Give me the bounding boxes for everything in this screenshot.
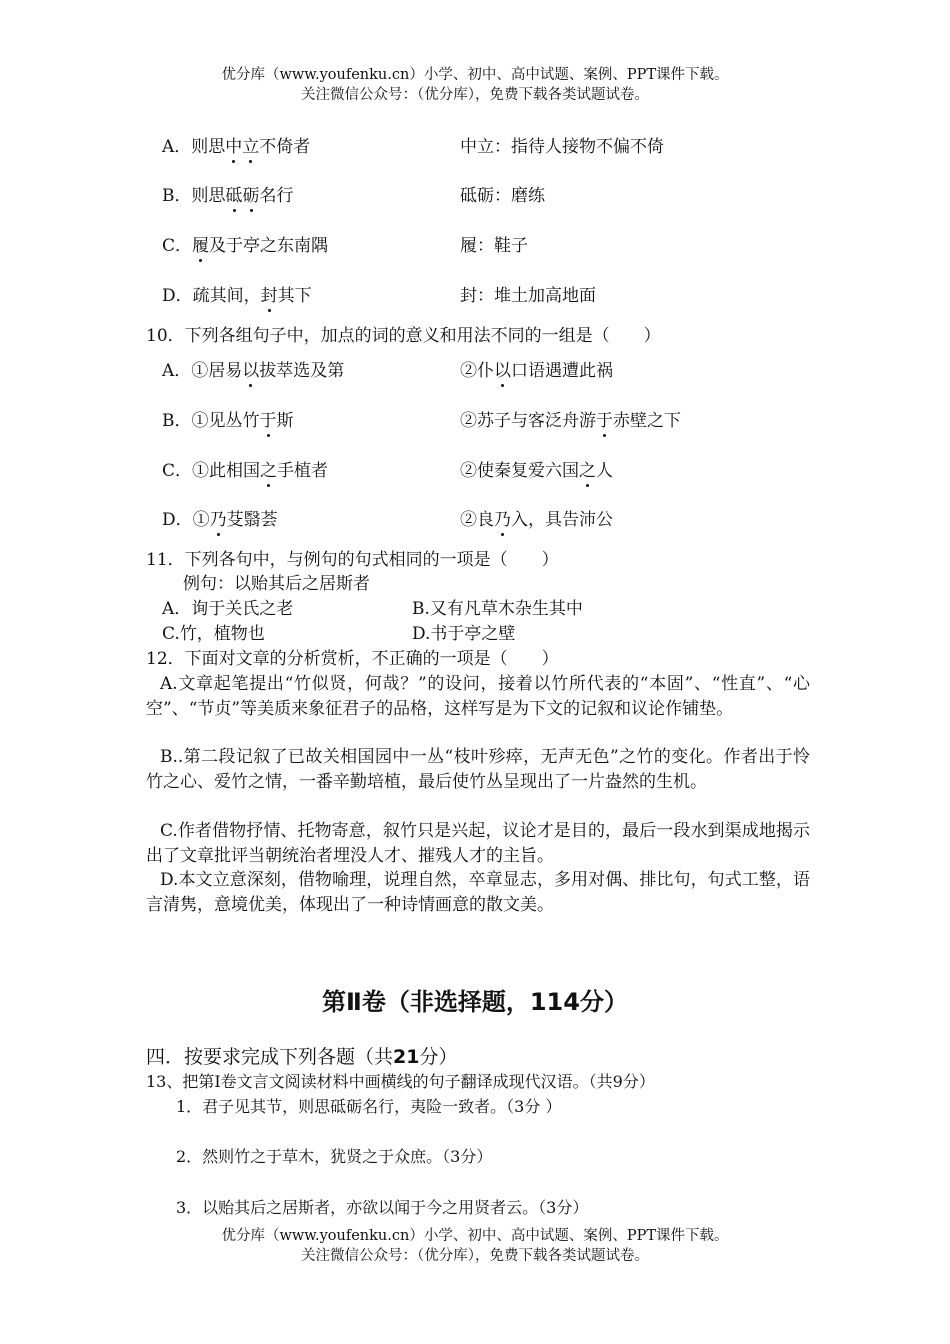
- q12-option-c: C.作者借物抒情、托物寄意，叙竹只是兴起，议论才是目的，最后一段水到渠成地揭示出了文章批评当朝统治者埋没人才、摧残人才的主旨。: [146, 821, 810, 866]
- q9-gloss-b: 砥砺：磨练: [460, 186, 545, 206]
- emphasis-char: 立: [242, 137, 260, 157]
- q11-option-c: C.竹，植物也: [162, 624, 265, 644]
- q11-option-a: A．询于关氏之老: [162, 599, 294, 619]
- q13-item-3: 3．以贻其后之居斯者，亦欲以闻于今之用贤者云。（3分）: [176, 1198, 589, 1217]
- q12-option-b: B..第二段记叙了已故关相国园中一丛“枝叶殄瘁，无声无色”之竹的变化。作者出于怜竹之心、爱竹之情，一番辛勤培植，最后使竹丛呈现出了一片盎然的生机。: [146, 747, 810, 792]
- q11-option-b: B.又有凡草木杂生其中: [412, 599, 583, 619]
- q11-stem: 11．下列各句中，与例句的句式相同的一项是（ ）: [146, 550, 559, 570]
- q10-option-c-right: ②使秦复爱六国之人: [460, 461, 613, 481]
- emphasis-char: 于: [596, 411, 613, 431]
- q9-gloss-d: 封：堆土加高地面: [460, 286, 596, 306]
- emphasis-char: 以: [494, 361, 511, 381]
- emphasis-char: 于: [259, 411, 277, 431]
- emphasis-char: 之: [260, 461, 278, 481]
- q10-option-b-left: B．①见丛竹于斯: [162, 411, 294, 431]
- emphasis-char: 之: [579, 461, 596, 481]
- q9-gloss-a: 中立：指待人接物不偏不倚: [460, 137, 664, 157]
- section-four-heading: 四．按要求完成下列各题（共21分）: [146, 1046, 458, 1068]
- q9-option-b: B．则思砥砺名行: [162, 186, 294, 206]
- q13-stem: 13、把第Ⅰ卷文言文阅读材料中画横线的句子翻译成现代汉语。（共9分）: [146, 1072, 655, 1091]
- footer-line-2: 关注微信公众号：（优分库），免费下载各类试题试卷。: [301, 1248, 649, 1264]
- q10-option-d-right: ②良乃入，具告沛公: [460, 510, 613, 530]
- header-line-2: 关注微信公众号：（优分库），免费下载各类试题试卷。: [301, 87, 649, 103]
- q10-stem: 10．下列各组句子中，加点的词的意义和用法不同的一组是（ ）: [146, 326, 661, 346]
- emphasis-char: 乃: [209, 510, 227, 530]
- footer-line-1: 优分库（www.youfenku.cn）小学、初中、高中试题、案例、PPT课件下载。: [221, 1228, 729, 1244]
- q9-option-d: D．疏其间，封其下: [162, 286, 312, 306]
- q13-item-2: 2．然则竹之于草木，犹贤之于众庶。（3分）: [176, 1147, 493, 1166]
- q12-option-d: D.本文立意深刻，借物喻理，说理自然，卒章显志，多用对偶、排比句，句式工整，语言清隽，意境优美，体现出了一种诗情画意的散文美。: [146, 870, 810, 915]
- q13-item-1: 1．君子见其节，则思砥砺名行，夷险一致者。（3分 ）: [176, 1097, 562, 1116]
- q10-option-a-left: A．①居易以拔萃选及第: [162, 361, 345, 381]
- q10-option-c-left: C．①此相国之手植者: [162, 461, 329, 481]
- q12-stem: 12．下面对文章的分析赏析，不正确的一项是（ ）: [146, 649, 559, 669]
- emphasis-char: 履: [192, 236, 210, 256]
- emphasis-char: 乃: [494, 510, 511, 530]
- q9-option-a: A．则思中立不倚者: [162, 137, 311, 157]
- q9-option-c: C．履及于亭之东南隅: [162, 236, 329, 256]
- emphasis-char: 封: [260, 286, 278, 306]
- emphasis-char: 砺: [242, 186, 260, 206]
- part-two-title: 第Ⅱ卷（非选择题，114分）: [322, 988, 628, 1016]
- q10-option-b-right: ②苏子与客泛舟游于赤壁之下: [460, 411, 681, 431]
- q11-example: 例句：以贻其后之居斯者: [183, 574, 370, 594]
- q10-option-d-left: D．①乃芟翳荟: [162, 510, 278, 530]
- header-line-1: 优分库（www.youfenku.cn）小学、初中、高中试题、案例、PPT课件下载。: [221, 67, 729, 83]
- q9-gloss-c: 履：鞋子: [460, 236, 528, 256]
- emphasis-char: 中: [225, 137, 243, 157]
- q12-option-a: A.文章起笔提出“竹似贤，何哉？”的设问，接着以竹所代表的“本固”、“性直”、“心空”、“节贞”等美质来象征君子的品格，这样写是为下文的记叙和议论作铺垫。: [146, 674, 810, 719]
- q10-option-a-right: ②仆以口语遇遭此祸: [460, 361, 613, 381]
- emphasis-char: 砥: [225, 186, 243, 206]
- emphasis-char: 以: [242, 361, 260, 381]
- q11-option-d: D.书于亭之壁: [412, 624, 516, 644]
